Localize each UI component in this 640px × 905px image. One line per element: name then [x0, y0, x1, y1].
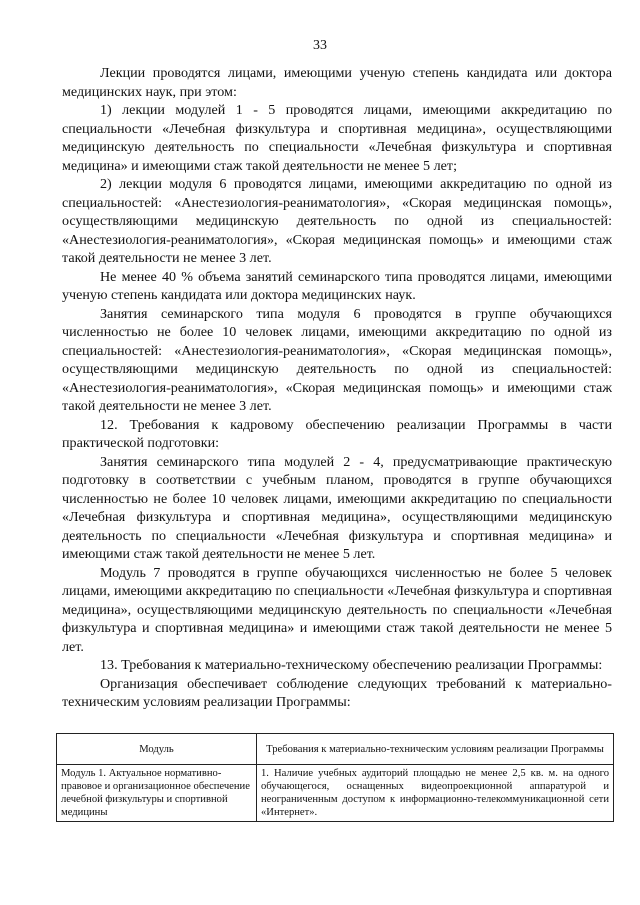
document-body — [62, 64, 612, 712]
section-heading-12: 12. Требования к кадровому обеспечению реализации Программы в части практической подготовки: — [62, 416, 612, 451]
paragraph-lectures-module-6: 2) лекции модуля 6 проводятся лицами, имеющими аккредитацию по одной из специальностей: «Анестезиология-реаниматология», «Скорая медицинская помощь», осуществляющими медицинскую деятельность по одной из специальностей: «Анестезиология-реаниматология», «Скорая медицинская помощь» и имеющими стаж такой деятельности не менее 3 лет. — [62, 176, 612, 266]
column-header-module: Модуль — [57, 734, 257, 765]
paragraph-organization-requirements: Организация обеспечивает соблюдение следующих требований к материально-техническим условиям реализации Программы: — [62, 675, 612, 710]
section-heading-13: 13. Требования к материально-техническому обеспечению реализации Программы: — [100, 657, 603, 673]
paragraph-seminar-module-6: Занятия семинарского типа модуля 6 проводятся в группе обучающихся численностью не более 10 человек лицами, имеющими аккредитацию по одной из специальностей: «Анестезиология-реаниматология», «Скорая медицинская помощь», осуществляющими медицинскую деятельность по одной из специальностей: «Анестезиология-реаниматология», «Скорая медицинская помощь» и имеющими стаж такой деятельности не менее 3 лет. — [62, 305, 612, 414]
paragraph-module-7: Модуль 7 проводятся в группе обучающихся численностью не более 5 человек лицами, имеющими аккредитацию по специальности «Лечебная физкультура и спортивная медицина», осуществляющими медицинскую деятельность по специальности «Лечебная физкультура и спортивная медицина» и имеющими стаж такой деятельности не менее 5 лет. — [62, 564, 612, 655]
table-cell-module: Модуль 1. Актуальное нормативно-правовое и организационное обеспечение лечебной физкультуры и спортивной медицины — [57, 765, 257, 822]
paragraph-lectures-intro: Лекции проводятся лицами, имеющими ученую степень кандидата или доктора медицинских наук, при этом: — [62, 65, 612, 100]
table-cell-requirement: 1. Наличие учебных аудиторий площадью не менее 2,5 кв. м. на одного обучающегося, оснащенных видеопроекционной аппаратурой и неограниченным доступом к информационно-телекоммуникационной сети «Интернет». — [257, 765, 614, 822]
page-number: 33 — [313, 38, 327, 53]
paragraph-lectures-modules-1-5: 1) лекции модулей 1 - 5 проводятся лицами, имеющими аккредитацию по специальности «Лечебная физкультура и спортивная медицина», осуществляющими медицинскую деятельность по специальности «Лечебная физкультура и спортивная медицина» и имеющими стаж такой деятельности не менее 5 лет; — [62, 102, 612, 174]
requirements-table — [56, 733, 614, 822]
column-header-requirements: Требования к материально-техническим условиям реализации Программы — [257, 734, 614, 765]
paragraph-seminar-share: Не менее 40 % объема занятий семинарского типа проводятся лицами, имеющими ученую степень кандидата или доктора медицинских наук. — [62, 268, 612, 303]
table-header-row — [57, 734, 614, 765]
paragraph-seminar-modules-2-4: Занятия семинарского типа модулей 2 - 4, предусматривающие практическую подготовку в соответствии с учебным планом, проводятся в группе обучающихся численностью не более 10 человек лицами, имеющими аккредитацию по специальности «Лечебная физкультура и спортивная медицина», осуществляющими медицинскую деятельность по специальности «Лечебная физкультура и спортивная медицина» и имеющими стаж такой деятельности не менее 5 лет. — [62, 453, 612, 562]
table-row — [57, 765, 614, 822]
